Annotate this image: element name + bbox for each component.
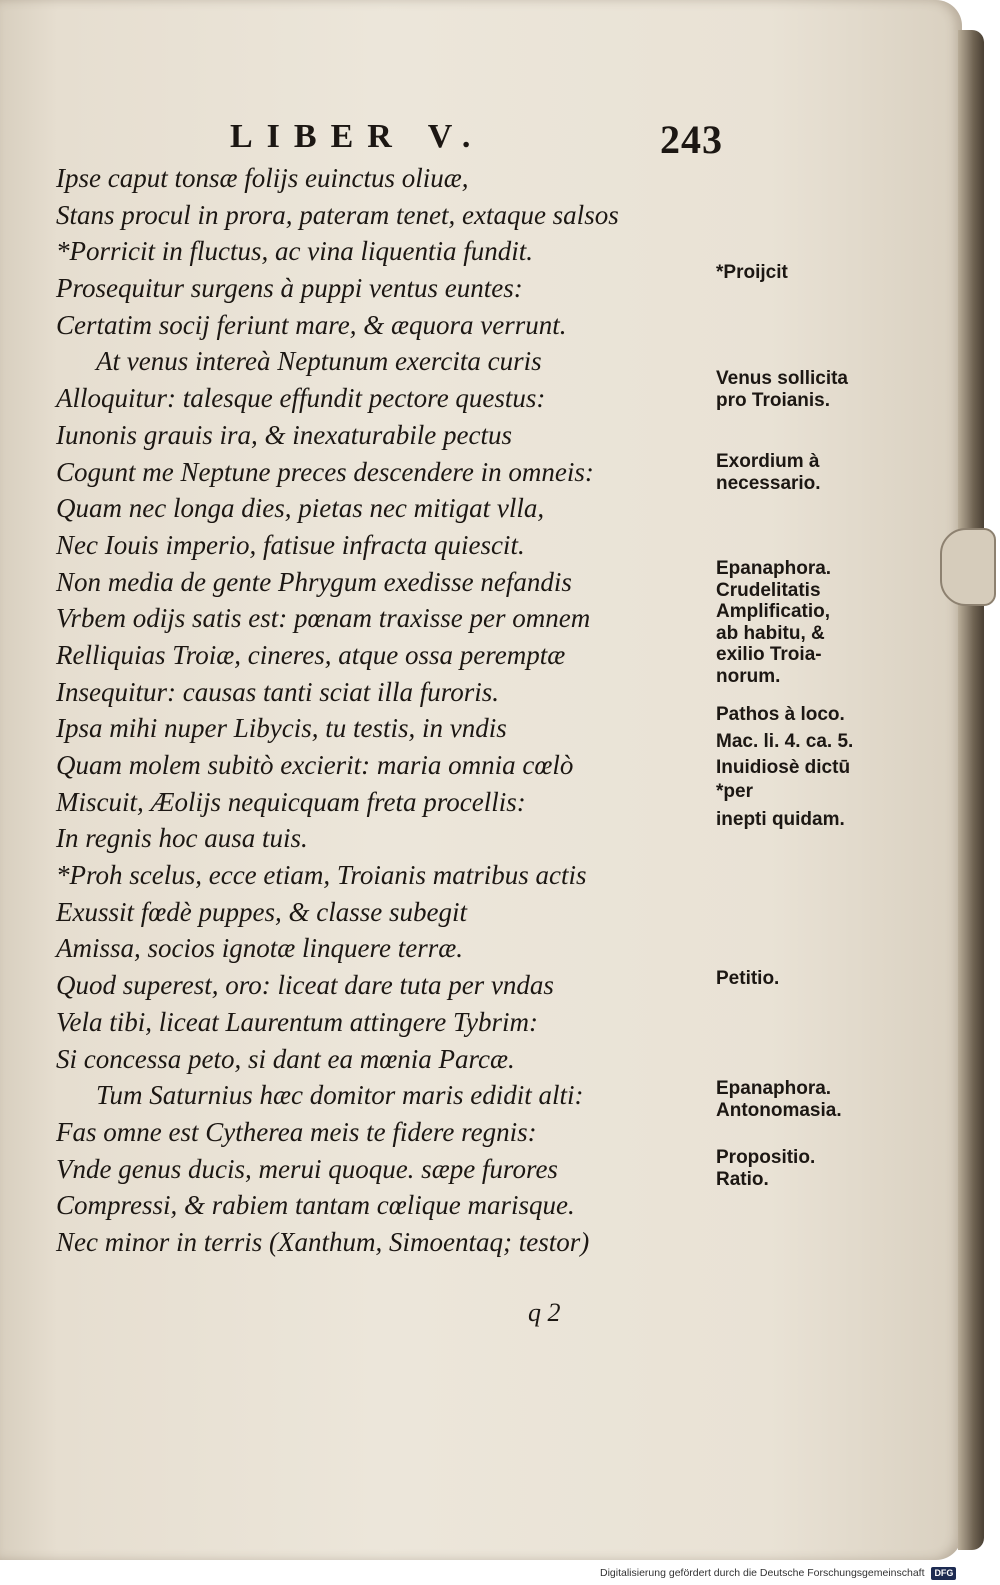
verse-line: *Proh scelus, ecce etiam, Troianis matribus actis	[56, 860, 587, 891]
verse-line: Compressi, & rabiem tantam cœlique marisque.	[56, 1190, 575, 1221]
verse-line: *Porricit in fluctus, ac vina liquentia fundit.	[56, 236, 533, 267]
page-number: 243	[660, 117, 723, 162]
verse-line: Vela tibi, liceat Laurentum attingere Tybrim:	[56, 1006, 538, 1037]
verse-line: Miscuit, Æolijs nequicquam freta procellis:	[56, 786, 526, 817]
running-header: LIBER V.	[230, 118, 485, 155]
verse-line: Certatim socij feriunt mare, & æquora verrunt.	[56, 309, 567, 340]
marginal-note: Epanaphora. Crudelitatis Amplificatio, ab habitu, & exilio Troia- norum.	[716, 558, 832, 687]
verse-line: Ipsa mihi nuper Libycis, tu testis, in vndis	[56, 713, 507, 744]
verse-line: Prosequitur surgens à puppi ventus euntes:	[56, 273, 523, 304]
verse-line: Si concessa peto, si dant ea mœnia Parcæ.	[56, 1043, 515, 1074]
marginal-note: Epanaphora. Antonomasia.	[716, 1078, 842, 1121]
digitization-footer	[600, 1563, 992, 1583]
marginal-note: *Proijcit	[716, 262, 788, 283]
thumb-index-tab	[940, 528, 996, 606]
verse-line: Nec minor in terris (Xanthum, Simoentaq; testor)	[56, 1226, 590, 1257]
verse-block	[56, 160, 736, 1261]
verse-line: Amissa, socios ignotæ linquere terræ.	[56, 933, 464, 964]
marginal-note: Venus sollicita pro Troianis.	[716, 368, 848, 411]
verse-line: Vnde genus ducis, merui quoque. sæpe furores	[56, 1153, 558, 1184]
verse-line: Fas omne est Cytherea meis te fidere regnis:	[56, 1116, 537, 1147]
marginal-note: inepti quidam.	[716, 809, 845, 830]
verse-line: Relliquias Troiæ, cineres, atque ossa peremptæ	[56, 639, 566, 670]
verse-line: Alloquitur: talesque effundit pectore questus:	[56, 383, 546, 414]
marginal-note: Mac. li. 4. ca. 5.	[716, 731, 854, 752]
verse-line: Vrbem odijs satis est: pœnam traxisse per omnem	[56, 603, 591, 634]
verse-line: Cogunt me Neptune preces descendere in omneis:	[56, 456, 594, 487]
verse-line: Stans procul in prora, pateram tenet, extaque salsos	[56, 199, 619, 230]
verse-line: Nec Iouis imperio, fatisue infracta quiescit.	[56, 529, 525, 560]
verse-line: Quam molem subitò excierit: maria omnia cœlò	[56, 750, 574, 780]
verse-line: Exussit fœdè puppes, & classe subegit	[56, 896, 467, 927]
verse-line: Non media de gente Phrygum exedisse nefandis	[56, 566, 572, 597]
verse-line: Insequitur: causas tanti sciat illa furoris.	[56, 676, 500, 707]
verse-line: Quam nec longa dies, pietas nec mitigat vlla,	[56, 493, 545, 524]
footer-credit: Digitalisierung gefördert durch die Deutsche Forschungsgemeinschaft	[600, 1567, 925, 1579]
page-edges	[958, 30, 984, 1550]
verse-line: Tum Saturnius hæc domitor maris edidit alti:	[96, 1080, 584, 1111]
marginal-note: Exordium à necessario.	[716, 451, 821, 494]
verse-line: In regnis hoc ausa tuis.	[56, 823, 308, 854]
dfg-logo: DFG	[931, 1567, 956, 1580]
marginal-note: Inuidiosè dictū	[716, 757, 851, 778]
marginal-note: *per	[716, 781, 753, 802]
marginal-note: Pathos à loco.	[716, 704, 845, 725]
verse-line: Iunonis grauis ira, & inexaturabile pectus	[56, 419, 512, 450]
marginal-note: Petitio.	[716, 968, 780, 989]
signature-mark: q 2	[528, 1298, 561, 1327]
verse-line: Quod superest, oro: liceat dare tuta per vndas	[56, 970, 554, 1001]
marginal-note: Propositio. Ratio.	[716, 1147, 816, 1190]
verse-line: At venus intereà Neptunum exercita curis	[96, 346, 542, 377]
verse-line: Ipse caput tonsæ folijs euinctus oliuæ,	[56, 163, 469, 193]
